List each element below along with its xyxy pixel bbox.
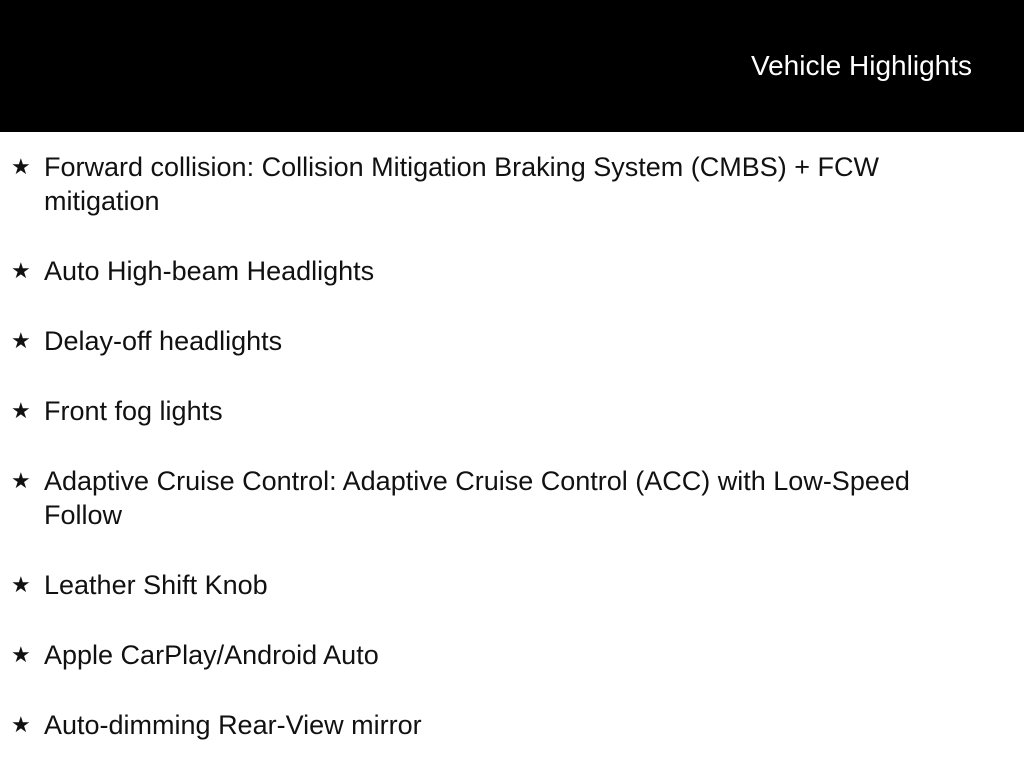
list-item-label: Adaptive Cruise Control: Adaptive Cruise Control (ACC) with Low-Speed Follow (44, 466, 910, 530)
list-item-label: Front fog lights (44, 396, 223, 426)
page-title: Vehicle Highlights (750, 50, 972, 81)
vehicle-highlights-list (0, 150, 1024, 778)
list-item-label: Apple CarPlay/Android Auto (44, 640, 379, 670)
star-icon: ★ (11, 712, 31, 737)
list-item (0, 394, 1024, 428)
list-item-label: Leather Shift Knob (44, 570, 268, 600)
list-item (0, 150, 1024, 218)
star-icon: ★ (11, 258, 31, 283)
list-item-label: Forward collision: Collision Mitigation Braking System (CMBS) + FCW mitigation (44, 152, 879, 216)
list-item (0, 708, 1024, 742)
list-item-label: Auto-dimming Rear-View mirror (44, 710, 422, 740)
list-item (0, 464, 1024, 532)
list-item-label: Delay-off headlights (44, 326, 283, 356)
star-icon: ★ (11, 468, 31, 493)
list-item (0, 254, 1024, 288)
page-header (0, 0, 1024, 132)
list-item (0, 324, 1024, 358)
star-icon: ★ (11, 398, 31, 423)
star-icon: ★ (11, 572, 31, 597)
list-item-label: Auto High-beam Headlights (44, 256, 375, 286)
star-icon: ★ (11, 642, 31, 667)
list-item (0, 568, 1024, 602)
star-icon: ★ (11, 154, 31, 179)
star-icon: ★ (11, 328, 31, 353)
list-item (0, 638, 1024, 672)
